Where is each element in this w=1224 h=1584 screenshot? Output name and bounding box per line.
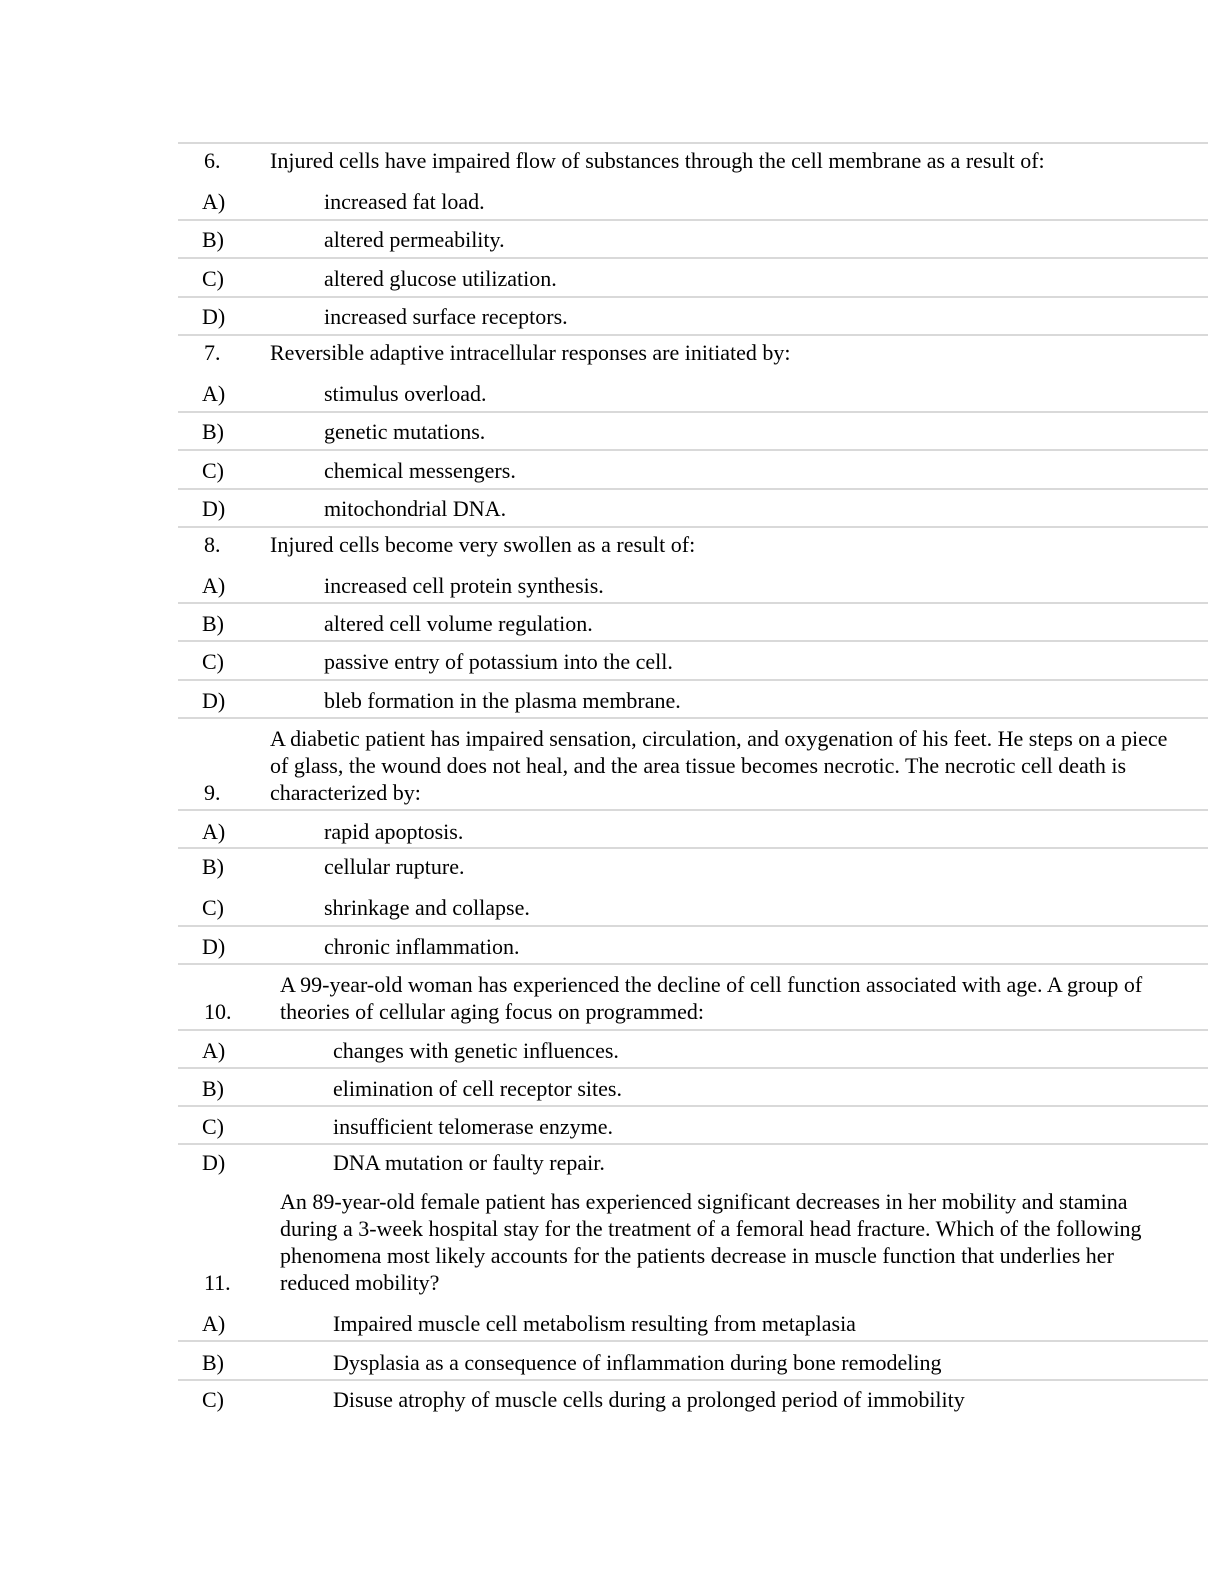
question-8 — [178, 528, 1208, 558]
option-letter: B) — [202, 1350, 224, 1375]
divider — [178, 1340, 1208, 1342]
option-letter: A) — [202, 381, 226, 406]
option-row — [178, 568, 1208, 599]
option-letter: A) — [202, 573, 226, 598]
option-row — [178, 644, 1208, 675]
option-letter: B) — [202, 611, 224, 636]
option-text: Dysplasia as a consequence of inflammation during bone remodeling — [333, 1350, 942, 1375]
option-row — [178, 1382, 1208, 1413]
option-text: altered cell volume regulation. — [324, 611, 593, 636]
question-number: 8. — [204, 532, 221, 557]
question-stem: Reversible adaptive intracellular responses are initiated by: — [270, 340, 791, 365]
option-letter: D) — [202, 688, 226, 713]
option-text: Impaired muscle cell metabolism resulting from metaplasia — [333, 1311, 856, 1336]
option-letter: A) — [202, 1311, 226, 1336]
option-text: insufficient telomerase enzyme. — [333, 1114, 613, 1139]
option-row — [178, 929, 1208, 960]
option-row — [178, 414, 1208, 445]
option-text: elimination of cell receptor sites. — [333, 1076, 622, 1101]
divider — [178, 1067, 1208, 1069]
option-text: altered permeability. — [324, 227, 505, 252]
option-text: shrinkage and collapse. — [324, 895, 530, 920]
question-stem: A 99-year-old woman has experienced the decline of cell function associated with age. A group of theories of cellular aging focus on programmed: — [280, 972, 1143, 1024]
option-row — [178, 261, 1208, 292]
question-stem: An 89-year-old female patient has experienced significant decreases in her mobility and stamina during a 3-week hospital stay for the treatment of a femoral head fracture. Which of the following phenomena most likely accounts for the patients decrease in muscle function that underlies her reduced mobility? — [280, 1189, 1142, 1295]
option-letter: C) — [202, 895, 224, 920]
divider — [178, 1379, 1208, 1381]
option-text: passive entry of potassium into the cell. — [324, 649, 673, 674]
question-11 — [178, 1186, 1208, 1296]
divider — [178, 488, 1208, 490]
option-text: increased surface receptors. — [324, 304, 568, 329]
option-text: rapid apoptosis. — [324, 819, 464, 844]
divider — [178, 449, 1208, 451]
option-text: mitochondrial DNA. — [324, 496, 507, 521]
option-row — [178, 1071, 1208, 1102]
divider — [178, 296, 1208, 298]
question-9 — [178, 722, 1208, 806]
question-number: 11. — [204, 1270, 231, 1295]
question-number: 6. — [204, 148, 221, 173]
divider — [178, 963, 1208, 965]
divider — [178, 717, 1208, 719]
question-7 — [178, 336, 1208, 366]
divider — [178, 1029, 1208, 1031]
option-row — [178, 376, 1208, 407]
divider — [178, 602, 1208, 604]
question-stem: Injured cells become very swollen as a result of: — [270, 532, 696, 557]
option-row — [178, 299, 1208, 330]
option-text: increased fat load. — [324, 189, 485, 214]
option-row — [178, 814, 1208, 845]
option-letter: C) — [202, 1114, 224, 1139]
divider — [178, 411, 1208, 413]
option-row — [178, 1109, 1208, 1140]
divider — [178, 679, 1208, 681]
option-row — [178, 1345, 1208, 1376]
option-letter: B) — [202, 227, 224, 252]
divider — [178, 1105, 1208, 1107]
option-text: increased cell protein synthesis. — [324, 573, 604, 598]
divider — [178, 219, 1208, 221]
option-row — [178, 1033, 1208, 1064]
option-text: DNA mutation or faulty repair. — [333, 1150, 605, 1175]
option-row — [178, 491, 1208, 522]
option-letter: D) — [202, 1150, 226, 1175]
option-letter: C) — [202, 649, 224, 674]
question-stem: Injured cells have impaired flow of substances through the cell membrane as a result of: — [270, 148, 1045, 173]
divider — [178, 640, 1208, 642]
option-letter: D) — [202, 934, 226, 959]
option-letter: C) — [202, 266, 224, 291]
option-row — [178, 453, 1208, 484]
option-letter: D) — [202, 304, 226, 329]
option-letter: A) — [202, 1038, 226, 1063]
option-row — [178, 890, 1208, 921]
option-text: chronic inflammation. — [324, 934, 520, 959]
option-row — [178, 1306, 1208, 1337]
option-text: genetic mutations. — [324, 419, 486, 444]
option-text: changes with genetic influences. — [333, 1038, 619, 1063]
option-row — [178, 222, 1208, 253]
question-6 — [178, 144, 1208, 174]
question-number: 7. — [204, 340, 221, 365]
divider — [178, 809, 1208, 811]
option-row — [178, 1145, 1208, 1176]
option-text: Disuse atrophy of muscle cells during a prolonged period of immobility — [333, 1387, 965, 1412]
option-letter: B) — [202, 419, 224, 444]
question-number: 10. — [204, 999, 232, 1024]
option-letter: B) — [202, 1076, 224, 1101]
option-row — [178, 184, 1208, 215]
option-text: cellular rupture. — [324, 854, 465, 879]
option-text: altered glucose utilization. — [324, 266, 557, 291]
option-text: bleb formation in the plasma membrane. — [324, 688, 681, 713]
option-text: stimulus overload. — [324, 381, 487, 406]
option-row — [178, 606, 1208, 637]
option-letter: D) — [202, 496, 226, 521]
option-letter: C) — [202, 1387, 224, 1412]
option-letter: A) — [202, 819, 226, 844]
question-stem: A diabetic patient has impaired sensation, circulation, and oxygenation of his feet. He steps on a piece of glass, the wound does not heal, and the area tissue becomes necrotic. The necrotic cell death is characterized by: — [270, 726, 1168, 805]
option-letter: A) — [202, 189, 226, 214]
option-row — [178, 683, 1208, 714]
question-10 — [178, 966, 1208, 1025]
divider — [178, 257, 1208, 259]
option-letter: C) — [202, 458, 224, 483]
option-letter: B) — [202, 854, 224, 879]
divider — [178, 925, 1208, 927]
option-text: chemical messengers. — [324, 458, 516, 483]
option-row — [178, 849, 1208, 880]
question-number: 9. — [204, 780, 221, 805]
